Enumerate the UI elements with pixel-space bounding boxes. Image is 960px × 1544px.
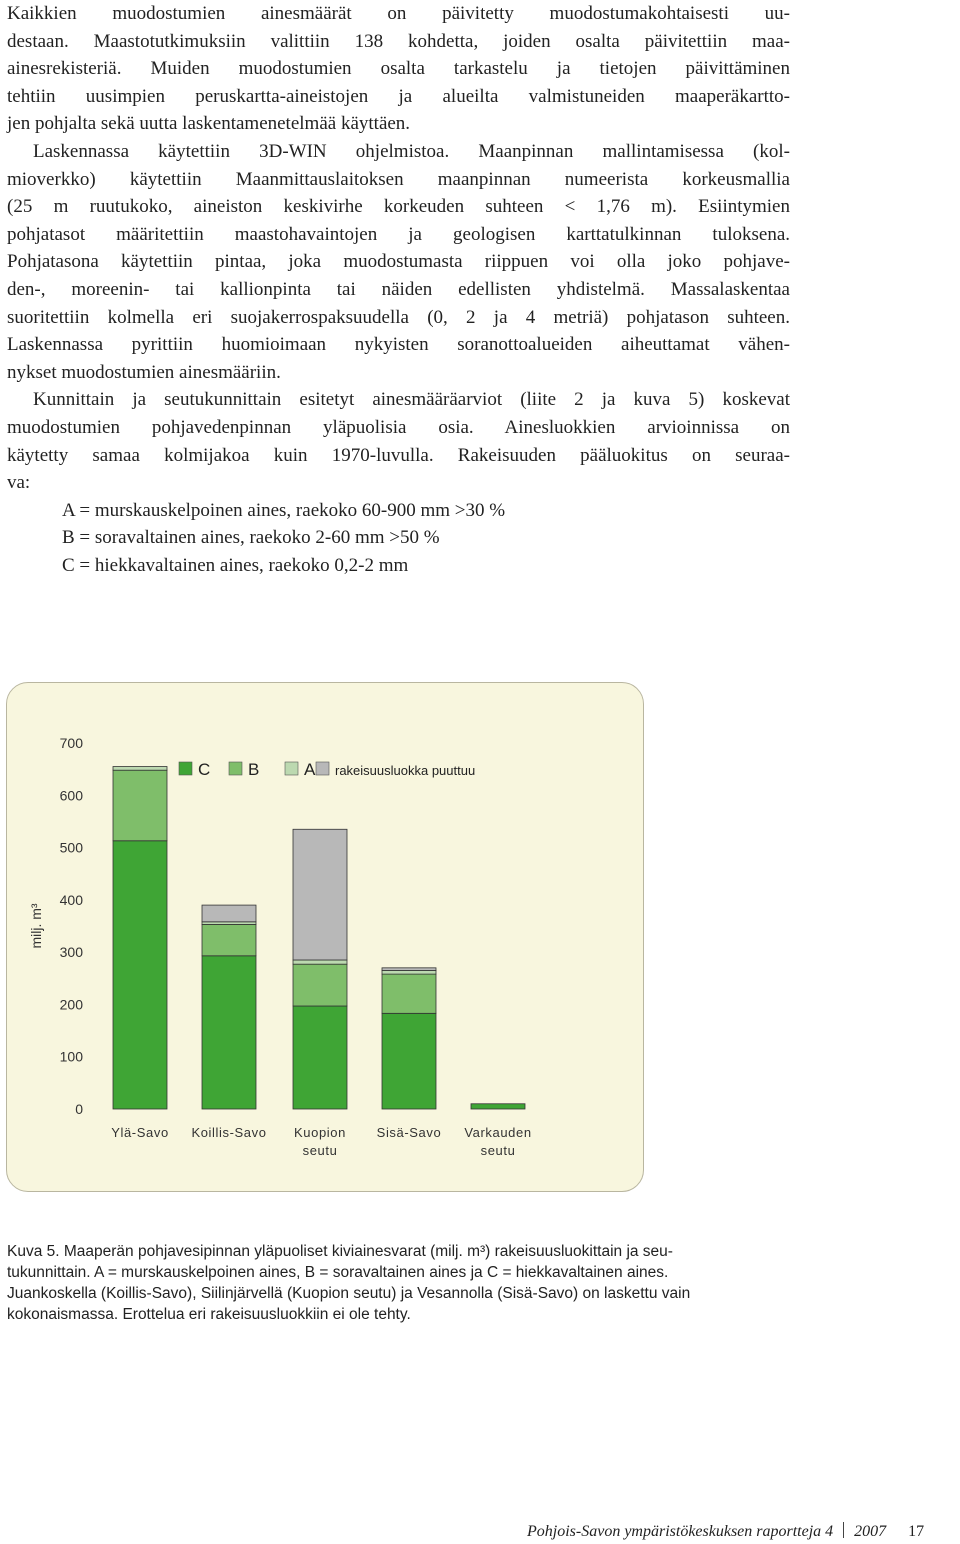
- legend-swatch: [316, 762, 329, 775]
- page-footer: [527, 1522, 924, 1541]
- y-tick-label: 100: [59, 1048, 83, 1065]
- bar-segment: [202, 905, 256, 922]
- y-axis-label: milj. m³: [28, 903, 44, 949]
- y-tick-label: 300: [59, 944, 83, 961]
- footer-divider: [843, 1522, 844, 1538]
- y-tick-label: 0: [75, 1101, 83, 1117]
- paragraph-2: [7, 138, 790, 386]
- bar-chart: [7, 683, 643, 1191]
- x-tick-label: seutu: [302, 1143, 338, 1158]
- text-line: va:: [7, 472, 31, 494]
- bar-segment: [113, 770, 167, 841]
- text-line: pohjatasot määritettiin maastohavaintojen ja geologisen karttatulkinnan tuloksena.: [7, 223, 790, 245]
- bar-segment: [382, 970, 436, 974]
- grain-size-definitions: [62, 497, 790, 580]
- x-tick-label: seutu: [480, 1143, 516, 1158]
- y-tick-label: 400: [59, 891, 83, 908]
- text-line: ainesrekisteriä. Muiden muodostumien osalta tarkastelu ja tietojen päivittäminen: [7, 58, 790, 80]
- caption-line: tukunnittain. A = murskauskelpoinen aines, B = soravaltainen aines ja C = hiekkavaltainen aines.: [7, 1264, 669, 1281]
- bar-segment: [382, 1013, 436, 1109]
- text-line: jen pohjalta sekä uutta laskentamenetelmää käyttäen.: [7, 113, 411, 135]
- publication-year: 2007: [854, 1523, 887, 1540]
- x-tick-label: Sisä-Savo: [376, 1125, 442, 1140]
- caption-line: kokonaismassa. Erottelua eri rakeisuusluokkiin ei ole tehty.: [7, 1306, 411, 1323]
- text-line: Kaikkien muodostumien ainesmäärät on päivitetty muodostumakohtaisesti uu-: [7, 3, 790, 24]
- bar-segment: [113, 841, 167, 1109]
- text-line: destaan. Maastotutkimuksiin valittiin 138 kohdetta, joiden osalta päivitettiin maa-: [7, 30, 790, 52]
- legend-swatch: [285, 762, 298, 775]
- y-tick-label: 200: [59, 996, 83, 1013]
- x-tick-label: Ylä-Savo: [111, 1125, 169, 1140]
- x-tick-label: Kuopion: [294, 1125, 346, 1140]
- bar-segment: [382, 974, 436, 1013]
- publication-title: Pohjois-Savon ympäristökeskuksen raportteja 4: [527, 1523, 834, 1540]
- text-line: nykset muodostumien ainesmääriin.: [7, 361, 281, 383]
- text-line: muodostumien pohjavedenpinnan yläpuolisia osia. Ainesluokkien arvioinnissa on: [7, 416, 790, 438]
- bar-segment: [293, 960, 347, 964]
- definition-c: C = hiekkavaltainen aines, raekoko 0,2-2 mm: [62, 554, 409, 576]
- legend-swatch: [179, 762, 192, 775]
- y-tick-label: 500: [59, 839, 83, 856]
- definition-b: B = soravaltainen aines, raekoko 2-60 mm >50 %: [62, 527, 440, 549]
- text-line: käytetty samaa kolmijakoa kuin 1970-luvulla. Rakeisuuden pääluokitus on seuraa-: [7, 444, 790, 466]
- legend-label: rakeisuusluokka puuttuu: [335, 763, 476, 778]
- body-text: [7, 0, 790, 579]
- x-tick-label: Varkauden: [464, 1125, 532, 1140]
- bar-segment: [293, 964, 347, 1006]
- definition-a: A = murskauskelpoinen aines, raekoko 60-900 mm >30 %: [62, 499, 506, 521]
- chart-panel: [6, 682, 644, 1192]
- bar-segment: [293, 829, 347, 960]
- caption-line: Juankoskella (Koillis-Savo), Siilinjärvellä (Kuopion seutu) ja Vesannolla (Sisä-Savo) on laskettu vain: [7, 1285, 691, 1302]
- paragraph-1: [7, 0, 790, 138]
- text-line: Pohjatasona käytettiin pintaa, joka muodostumasta riippuen voi olla joko pohjave-: [7, 251, 790, 273]
- y-tick-label: 700: [59, 735, 83, 751]
- text-line: mioverkko) käytettiin Maanmittauslaitoksen maanpinnan numeerista korkeusmallia: [7, 168, 790, 190]
- caption-line: Kuva 5. Maaperän pohjavesipinnan yläpuoliset kiviainesvarat (milj. m³) rakeisuusluokittain ja seu-: [7, 1243, 673, 1260]
- text-line: Laskennassa pyrittiin huomioimaan nykyisten soranottoalueiden aiheuttamat vähen-: [7, 334, 790, 356]
- page-number: 17: [908, 1523, 925, 1540]
- text-line: den-, moreenin- tai kallionpinta tai näiden edellisten yhdistelmä. Massalaskentaa: [7, 278, 790, 300]
- legend-label: A: [304, 760, 316, 779]
- bar-segment: [202, 956, 256, 1109]
- legend-swatch: [229, 762, 242, 775]
- bar-segment: [113, 767, 167, 771]
- bar-segment: [293, 1006, 347, 1109]
- legend-label: C: [198, 760, 211, 779]
- bar-segment: [471, 1104, 525, 1109]
- figure-caption: [7, 1241, 777, 1325]
- text-line: tehtiin uusimpien peruskartta-aineistojen ja alueilta valmistuneiden maaperäkartto-: [7, 85, 790, 107]
- y-tick-label: 600: [59, 787, 83, 804]
- text-line: Kunnittain ja seutukunnittain esitetyt ainesmääräarviot (liite 2 ja kuva 5) koskevat: [33, 389, 790, 411]
- bar-segment: [202, 924, 256, 955]
- legend-label: B: [248, 760, 260, 779]
- text-line: (25 m ruutukoko, aineiston keskivirhe korkeuden suhteen < 1,76 m). Esiintymien: [7, 196, 790, 218]
- text-line: Laskennassa käytettiin 3D-WIN ohjelmistoa. Maanpinnan mallintamisessa (kol-: [33, 140, 790, 162]
- x-tick-label: Koillis-Savo: [191, 1125, 267, 1140]
- bar-segment: [382, 968, 436, 971]
- text-line: suoritettiin kolmella eri suojakerrospaksuudella (0, 2 ja 4 metriä) pohjatason suhteen.: [7, 306, 790, 328]
- paragraph-3: [7, 386, 790, 496]
